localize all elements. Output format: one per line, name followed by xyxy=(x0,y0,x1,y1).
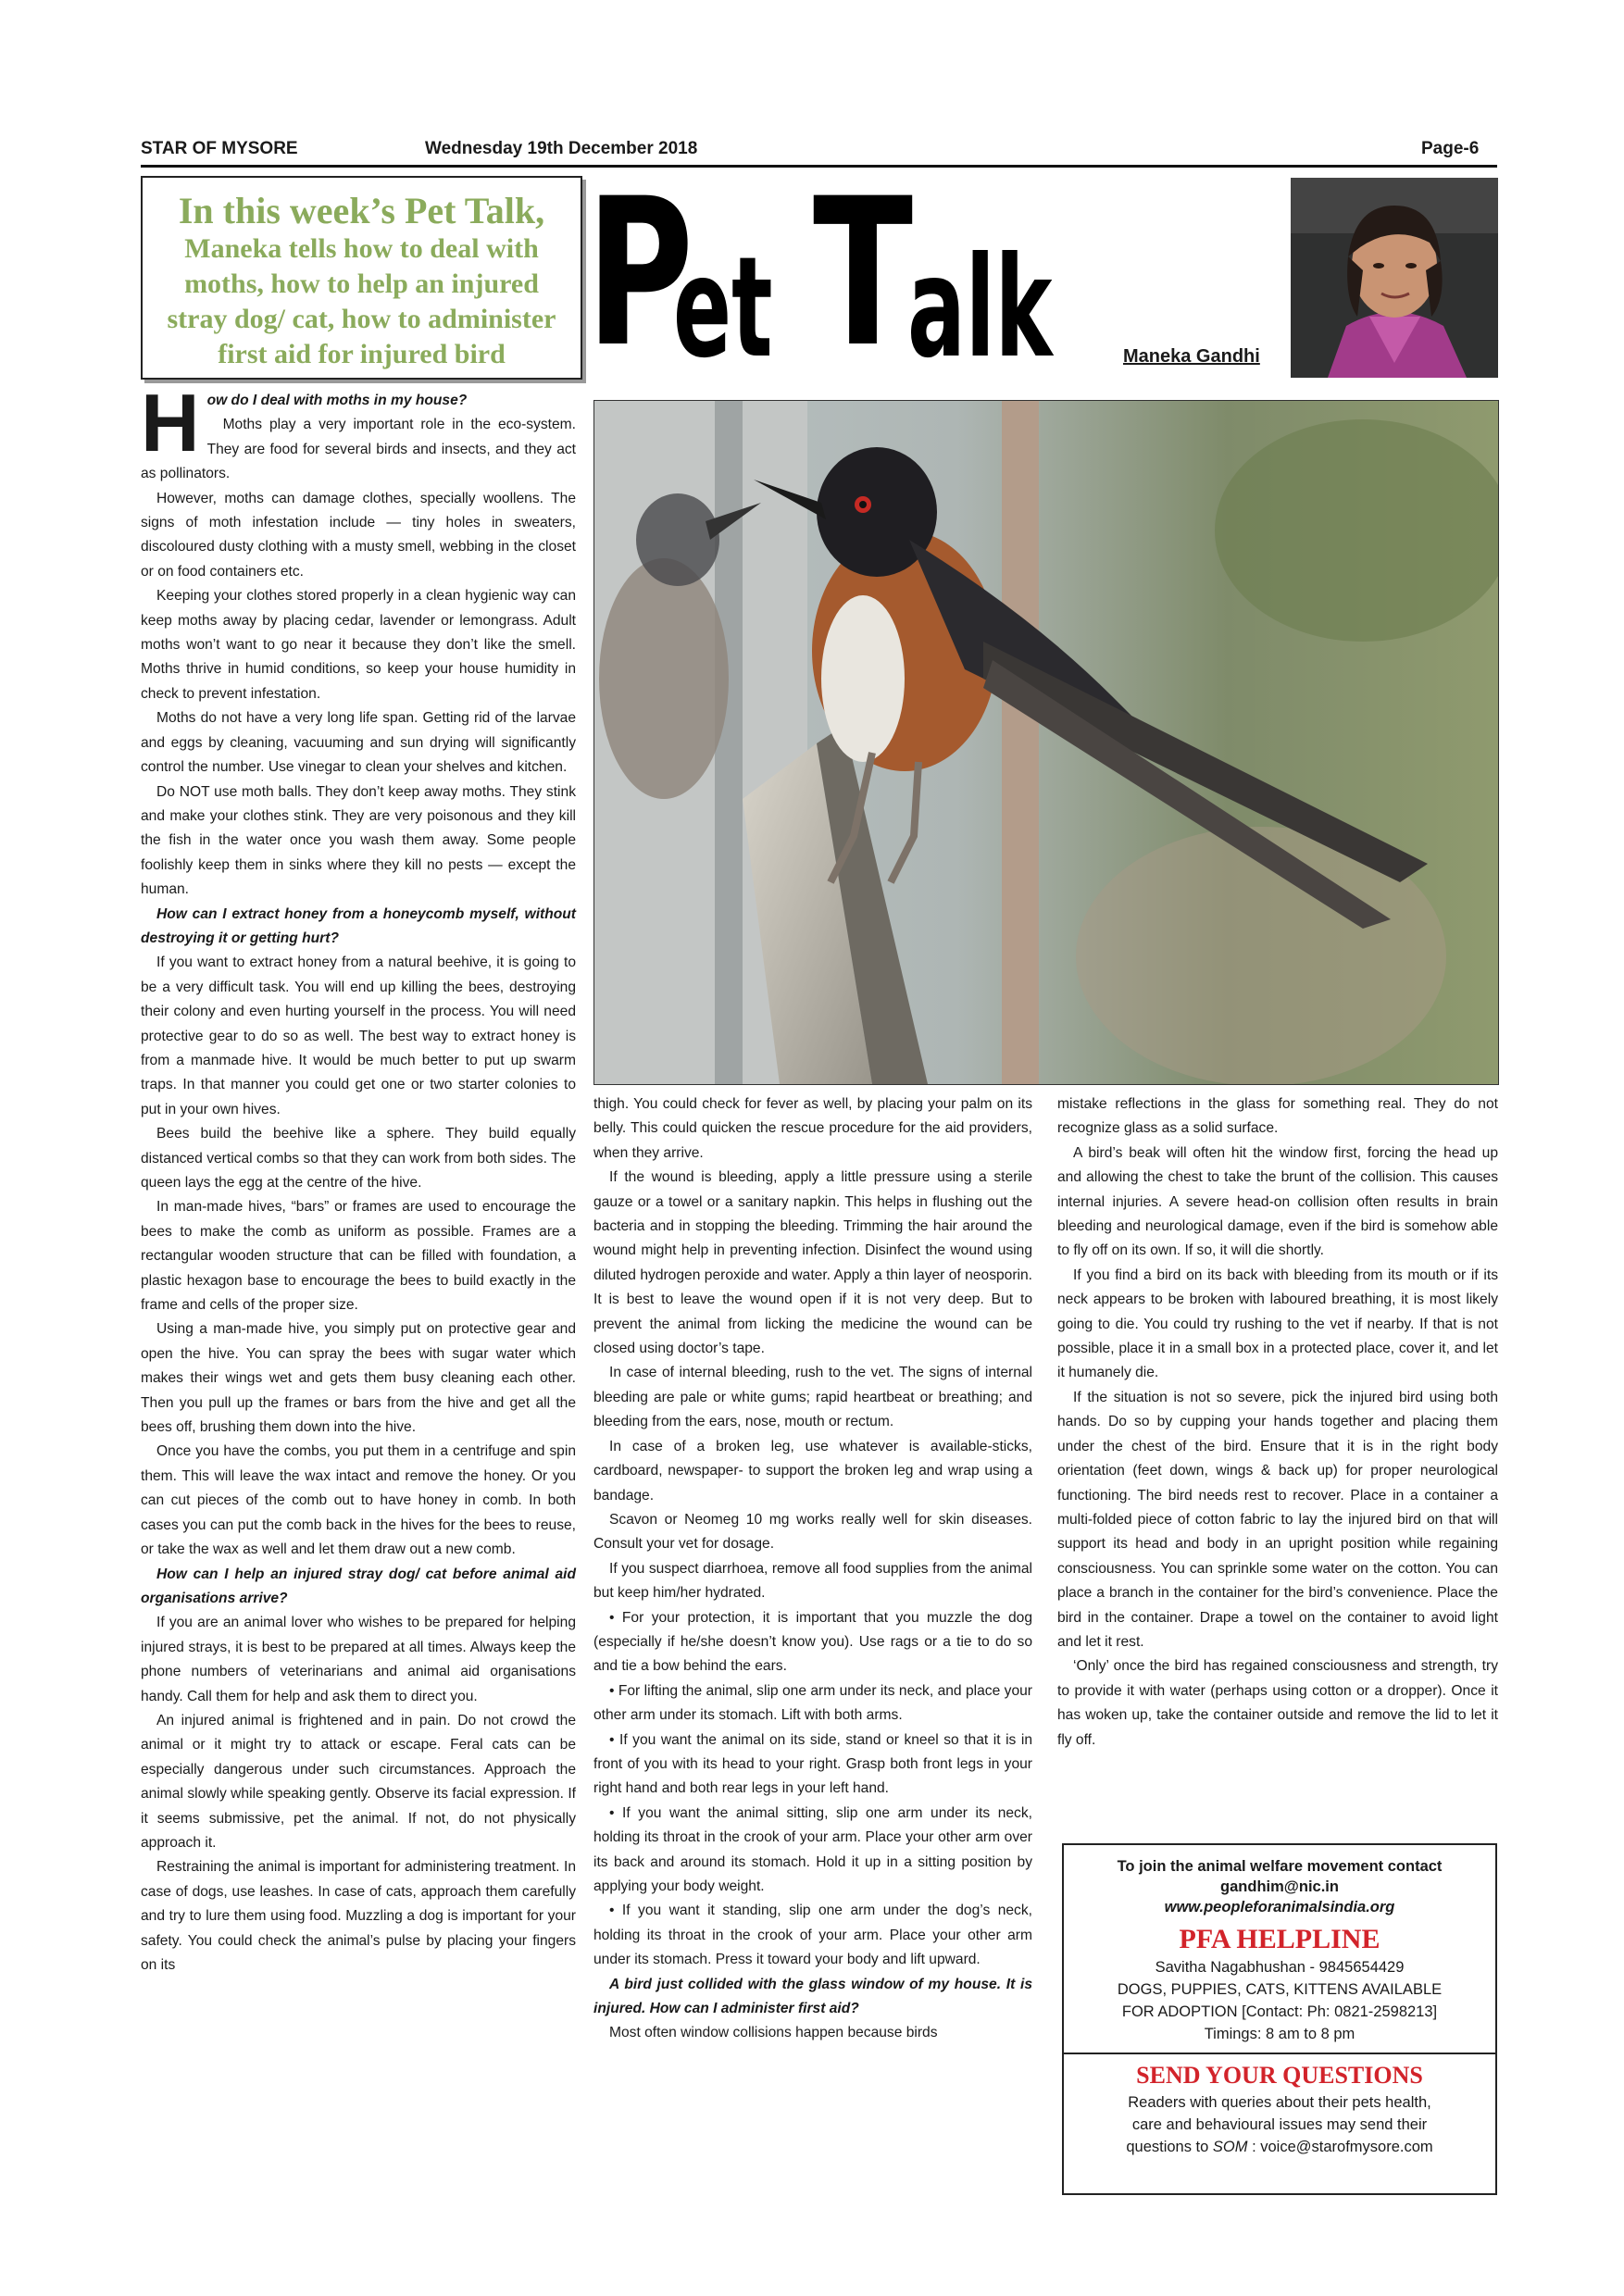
box-divider xyxy=(1064,2053,1495,2054)
join-text: To join the animal welfare movement contact xyxy=(1117,1858,1443,1875)
author-byline: Maneka Gandhi xyxy=(1123,346,1260,367)
send-prefix: questions to xyxy=(1126,2139,1213,2155)
paragraph: Moths do not have a very long life span. Getting rid of the larvae and eggs by cleaning, vacuuming and sun drying will significantly control the number. Use vinegar to clean your shelves and kitchen. xyxy=(141,710,576,776)
masthead-et: et xyxy=(673,228,773,389)
column-1 xyxy=(141,377,576,1978)
paragraph: thigh. You could check for fever as well, by placing your palm on its belly. This could quicken the rescue procedure for the aid providers, when they arrive. xyxy=(593,1096,1032,1161)
intro-title: In this week’s Pet Talk, xyxy=(178,190,545,231)
paragraph: However, moths can damage clothes, specially woollens. The signs of moth infestation include — tiny holes in sweaters, discoloured dusty clothing with a musty smell, webbing in the closet or on food containers etc. xyxy=(141,490,576,580)
intro-box xyxy=(141,176,582,380)
send-questions-title: SEND YOUR QUESTIONS xyxy=(1136,2062,1423,2089)
send-line-2: care and behavioural issues may send their xyxy=(1131,2116,1428,2133)
newspaper-name: STAR OF MYSORE xyxy=(141,139,298,158)
paragraph: If you suspect diarrhoea, remove all food supplies from the animal but keep him/her hydrated. xyxy=(593,1560,1032,1602)
paragraph: Most often window collisions happen because birds xyxy=(609,2025,938,2041)
paragraph: Do NOT use moth balls. They don’t keep away moths. They stink and make your clothes stink. They are very poisonous and they kill the fish in the water once you wash them away. Some people foolishly keep them in sinks where they kill no pests — except the human. xyxy=(141,783,576,898)
paragraph: If the wound is bleeding, apply a little pressure using a sterile gauze or a towel or a sanitary napkin. This helps in flushing out the bacteria and in stopping the bleeding. Trimming the hair around the wound might help in preventing infection. Disinfect the wound using diluted hydrogen peroxide and water. Apply a thin layer of neosporin. It is best to leave the wound open if it is not very deep. But to prevent the animal from licking the medicine the wound can be closed using doctor’s tape. xyxy=(593,1169,1032,1357)
paragraph: mistake reflections in the glass for something real. They do not recognize glass as a solid surface. xyxy=(1057,1096,1498,1137)
helpline-box xyxy=(1062,1843,1497,2195)
column-2 xyxy=(593,1092,1032,2046)
author-portrait xyxy=(1291,178,1498,378)
masthead-letter-t: T xyxy=(813,155,914,392)
question-injured-stray: How can I help an injured stray dog/ cat before animal aid organisations arrive? xyxy=(141,1566,576,1606)
send-email[interactable]: : voice@starofmysore.com xyxy=(1247,2139,1433,2155)
bird-photo xyxy=(593,400,1499,1085)
adoption-line-2: FOR ADOPTION [Contact: Ph: 0821-2598213] xyxy=(1121,2003,1438,2020)
paragraph: • If you want the animal on its side, stand or kneel so that it is in front of you with its head to your right. Grasp both front legs in your right hand and both rear legs in your left hand. xyxy=(593,1731,1032,1797)
pfa-helpline-title: PFA HELPLINE xyxy=(1179,1924,1380,1954)
helpline-contact: Savitha Nagabhushan - 9845654429 xyxy=(1155,1959,1405,1976)
paragraph: An injured animal is frightened and in pain. Do not crowd the animal or it might try to attack or escape. Feral cats can be especially dangerous under such circumstances. Approach the animal slowly while speaking gently. Observe its facial expression. If it seems submissive, pet the animal. If not, do not physically approach it. xyxy=(141,1712,576,1851)
helpline-timings: Timings: 8 am to 8 pm xyxy=(1204,2026,1355,2042)
drop-cap: H xyxy=(141,377,200,468)
paragraph: Restraining the animal is important for administering treatment. In case of dogs, use leashes. In case of cats, approach them carefully and try to lure them using food. Muzzling a dog is important for your safety. You could check the animal’s pulse by placing your fingers on its xyxy=(141,1859,576,1973)
paragraph: In case of internal bleeding, rush to the vet. The signs of internal bleeding are pale or white gums; rapid heartbeat or breathing; and bleeding from the ears, nose, mouth or rectum. xyxy=(593,1365,1032,1430)
paragraph: If you find a bird on its back with bleeding from its mouth or if its neck appears to be broken with laboured breathing, it is most likely going to die. You could try rushing to the vet if nearby. If that is not possible, place it in a small box in a protected place, cover it, and let it humanely die. xyxy=(1057,1267,1498,1381)
paragraph: A bird’s beak will often hit the window first, forcing the head up and allowing the chest to take the brunt of the collision. This causes internal injuries. A severe head-on collision often results in brain bleeding and neurological damage, even if the bird is somehow able to fly off on its own. If so, it will die shortly. xyxy=(1057,1144,1498,1259)
intro-body: Maneka tells how to deal with moths, how to help an injured stray dog/ cat, how to administer first aid for injured bird xyxy=(167,233,556,369)
paragraph: • If you want the animal sitting, slip one arm under its neck, holding its throat in the crook of your arm. Place your other arm over its back and around its stomach. Hold it up in a sitting position by applying your body weight. xyxy=(593,1804,1032,1894)
question-bird-collision: A bird just collided with the glass window of my house. It is injured. How can I administer first aid? xyxy=(593,1976,1032,2017)
adoption-line-1: DOGS, PUPPIES, CATS, KITTENS AVAILABLE xyxy=(1117,1981,1443,1998)
paragraph: In case of a broken leg, use whatever is available-sticks, cardboard, newspaper- to support the broken leg and wrap using a bandage. xyxy=(593,1438,1032,1504)
paragraph: If you are an animal lover who wishes to be prepared for helping injured strays, it is best to be prepared at all times. Always keep the phone numbers of veterinarians and animal aid organisations handy. Call them for help and ask them to direct you. xyxy=(141,1615,576,1704)
page-number: Page-6 xyxy=(1421,139,1480,158)
website-link[interactable]: www.peopleforanimalsindia.org xyxy=(1164,1899,1395,1915)
masthead-alk: alk xyxy=(907,228,1053,389)
issue-date: Wednesday 19th December 2018 xyxy=(425,139,698,158)
paragraph: Once you have the combs, you put them in a centrifuge and spin them. This will leave the wax intact and remove the honey. Or you can cut pieces of the comb out to have honey in comb. In both cases you can put the comb back in the hives for the bees to reuse, or take the wax as well and let them draw out a new comb. xyxy=(141,1443,576,1558)
paragraph: Moths play a very important role in the eco-system. They are food for several birds and insects, and they act as pollinators. xyxy=(141,417,576,482)
column-3 xyxy=(1057,1092,1498,1753)
som-abbrev: SOM xyxy=(1212,2139,1248,2155)
paragraph: Keeping your clothes stored properly in a clean hygienic way can keep moths away by placing cedar, lavender or lemongrass. Adult moths won’t want to go near it because they don’t like the smell. Moths thrive in humid conditions, so keep your house humidity in check to prevent infestation. xyxy=(141,588,576,702)
question-honey: How can I extract honey from a honeycomb myself, without destroying it or getting hurt? xyxy=(141,905,576,946)
paragraph: • For your protection, it is important that you muzzle the dog (especially if he/she doesn’t know you). Use rags or a tie to do so and tie a bow behind the ears. xyxy=(593,1609,1032,1675)
masthead-letter-p: P xyxy=(586,155,694,392)
contact-email[interactable]: gandhim@nic.in xyxy=(1220,1878,1339,1895)
paragraph: Scavon or Neomeg 10 mg works really well for skin diseases. Consult your vet for dosage. xyxy=(593,1511,1032,1553)
paragraph: If you want to extract honey from a natural beehive, it is going to be a very difficult task. You will end up killing the bees, destroying their colony and even hurting yourself in the process. You will need protective gear to do so as well. The best way to extract honey is from a manmade hive. It would be much better to put up swarm traps. In that manner you could get one or two starter colonies to put in your own hives. xyxy=(141,955,576,1117)
paragraph: Using a man-made hive, you simply put on protective gear and open the hive. You can spray the bees with sugar water which makes their wings wet and gets them busy cleaning each other. Then you pull up the frames or bars from the hive and get all the bees off, brushing them down into the hive. xyxy=(141,1321,576,1436)
paragraph: In man-made hives, “bars” or frames are used to encourage the bees to make the comb as uniform as possible. Frames are a rectangular wooden structure that can be filled with foundation, a plastic hexagon base to encourage the bees to build exactly in the frame and cells of the proper size. xyxy=(141,1199,576,1314)
paragraph: ‘Only’ once the bird has regained consciousness and strength, try to provide it with water (perhaps using cotton or a dropper). Once it has woken up, take the container outside and remove the lid to let it fly off. xyxy=(1057,1658,1498,1748)
question-moths: ow do I deal with moths in my house? xyxy=(206,393,468,408)
paragraph: • For lifting the animal, slip one arm under its neck, and place your other arm under its stomach. Lift with both arms. xyxy=(593,1682,1032,1724)
send-line-1: Readers with queries about their pets health, xyxy=(1128,2094,1431,2111)
send-line-3 xyxy=(1064,2136,1495,2158)
paragraph: If the situation is not so severe, pick the injured bird using both hands. Do so by cupping your hands together and placing them under the chest of the bird. Ensure that it is in the right body orientation (feet down, wings & back up) for proper neurological functioning. The bird needs rest to recover. Place in a container a multi-folded piece of cotton fabric to lay the injured bird on that will support its head and body in an upright position while regaining consciousness. You can sprinkle some water on the cotton. You can place a branch in the container for the bird’s convenience. Place the bird in the container. Drape a towel on the container to avoid light and let it rest. xyxy=(1057,1389,1498,1650)
paragraph: Bees build the beehive like a sphere. They build equally distanced vertical combs so that they can work from both sides. The queen lays the egg at the centre of the hive. xyxy=(141,1126,576,1191)
paragraph: • If you want it standing, slip one arm under the dog’s neck, holding its throat in the crook of your arm. Place your other arm under its stomach. Press it toward your body and lift upward. xyxy=(593,1903,1032,1968)
